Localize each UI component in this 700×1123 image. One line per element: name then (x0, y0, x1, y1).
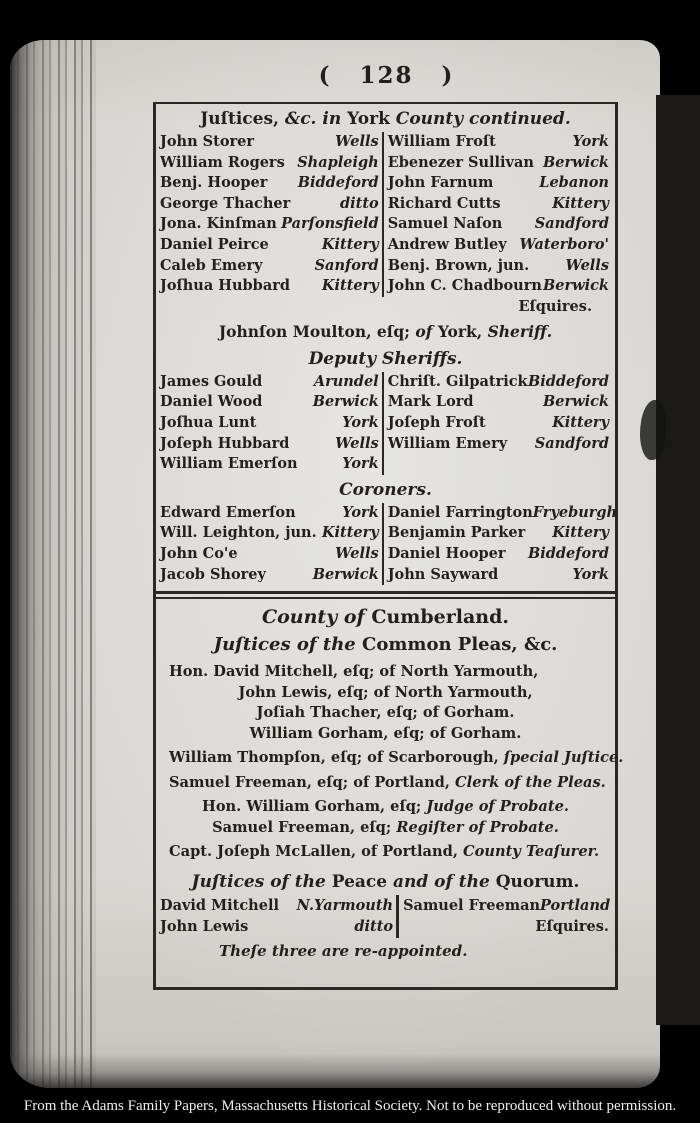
title-part: and of the (393, 871, 496, 892)
deputy-row (160, 454, 379, 475)
coroners-right-column (384, 503, 618, 585)
person-name: Andrew Butley (387, 235, 507, 253)
person-town: York (342, 503, 379, 521)
title-part: Quorum. (495, 871, 580, 892)
page-number: ( 128 ) (318, 62, 455, 89)
person-name: Joſeph Hubbard (160, 434, 290, 452)
esquires-note: Eſquires. (535, 918, 609, 936)
common-pleas-title (159, 631, 612, 658)
coroner-row (160, 565, 379, 586)
coroner-row (387, 503, 618, 524)
justice-row (388, 173, 609, 194)
person-name: Samuel Freeman (403, 896, 541, 914)
page-edge-texture-right (656, 95, 700, 1025)
line-office: County Teaſurer. (463, 843, 600, 861)
line-plain: Hon. David Mitchell, eſq; of North Yarmouth, (169, 663, 539, 681)
justice-row (388, 256, 609, 277)
deputy-row (388, 413, 609, 434)
title-part: York (347, 109, 396, 129)
justice-row (388, 235, 609, 256)
person-name: Benj. Brown, jun. (387, 256, 530, 274)
title-part: County of (262, 606, 372, 629)
person-name: John Lewis (160, 918, 249, 936)
coroner-row (388, 565, 609, 586)
deputy-sheriffs-title: Deputy Sheriffs. (308, 348, 463, 369)
coroner-row (160, 523, 379, 544)
peace-row (160, 916, 393, 938)
line-plain: Samuel Freeman, eſq; of Portland, (169, 773, 456, 791)
cumberland-county-title (159, 603, 612, 631)
coroners-table (159, 503, 618, 585)
person-name: Benj. Hooper (160, 174, 268, 192)
section-divider-rule (156, 591, 615, 599)
deputy-sheriffs-table (159, 372, 612, 475)
person-name: Edward Emerſon (160, 503, 296, 521)
person-name: John Farnum (387, 174, 494, 192)
peace-row (160, 895, 393, 917)
person-town: Biddeford (528, 372, 609, 390)
sheriff-line (159, 320, 612, 344)
person-name: John Sayward (387, 565, 499, 583)
person-name: David Mitchell (160, 896, 279, 914)
peace-row (403, 916, 609, 938)
person-town: Biddeford (528, 544, 609, 562)
justice-line (159, 818, 612, 839)
person-town: Wells (335, 544, 379, 562)
york-justices-title (159, 106, 612, 132)
coroners-title: Coroners. (339, 479, 432, 500)
person-town: Berwick (542, 153, 609, 171)
person-name: Daniel Peirce (160, 235, 269, 253)
justice-row (160, 276, 379, 297)
coroner-row (388, 523, 609, 544)
deputy-row (160, 372, 379, 393)
person-name: James Gould (160, 372, 263, 390)
deputy-row (388, 434, 609, 455)
deputy-left-column (159, 372, 384, 475)
esquires-note: Eſquires. (518, 297, 592, 315)
line-office: Regiſter of Probate. (396, 818, 559, 836)
justice-line (159, 683, 612, 704)
coroners-left-column (159, 503, 384, 585)
sheriff-part: York, (437, 321, 488, 341)
person-town: Kittery (552, 413, 609, 431)
deputy-row (160, 392, 379, 413)
person-town: Lebanon (539, 174, 609, 192)
line-office: Judge of Probate. (426, 798, 569, 816)
person-town: Kittery (321, 524, 379, 542)
title-part: Common Pleas, &c. (362, 634, 558, 656)
justice-row (388, 214, 609, 235)
person-town: York (342, 455, 379, 473)
coroner-row (160, 503, 379, 524)
person-name: John Storer (160, 133, 255, 150)
title-part: Peace (331, 871, 393, 892)
person-town: Parſonsfield (281, 215, 379, 233)
title-part: Juſtices, (200, 109, 285, 129)
person-name: George Thacher (160, 194, 291, 212)
title-part: County continued. (395, 109, 571, 129)
person-name: William Emery (387, 434, 508, 452)
line-plain: William Gorham, eſq; of Gorham. (249, 724, 522, 742)
line-plain: William Thompſon, eſq; of Scarborough, (169, 749, 504, 767)
sheriff-part: Johnſon Moulton, eſq; (218, 321, 416, 341)
title-part: Juſtices of the (191, 871, 332, 892)
person-town: N.Yarmouth (296, 896, 394, 914)
justice-row (388, 276, 609, 297)
reappointed-footnote: Theſe three are re-appointed. (219, 941, 468, 960)
person-town: Berwick (542, 393, 609, 411)
person-town: Berwick (542, 277, 609, 295)
york-justices-table (159, 132, 612, 297)
line-office: ſpecial Juſtice. (503, 749, 624, 767)
justice-row (160, 194, 379, 215)
justice-row (160, 173, 379, 194)
justice-line (159, 703, 612, 724)
justice-row (160, 214, 379, 235)
person-town: Portland (540, 896, 611, 914)
coroner-row (388, 544, 609, 565)
sheriff-part: of (415, 321, 438, 341)
person-name: Daniel Farrington (387, 503, 533, 521)
sheriff-part: Sheriff. (487, 321, 553, 341)
line-plain: John Lewis, eſq; of North Yarmouth, (238, 683, 533, 701)
justice-line (159, 748, 624, 769)
person-name: John C. Chadbourn (387, 277, 542, 295)
person-town: York (342, 413, 379, 431)
person-town: York (572, 133, 609, 150)
justice-row (160, 256, 379, 277)
line-office: Clerk of the Pleas. (455, 773, 606, 791)
archive-caption-text: From the Adams Family Papers, Massachusetts Historical Society. Not to be reproduced without permission. (23, 1097, 677, 1114)
person-name: Daniel Hooper (387, 544, 506, 562)
person-name: Will. Leighton, jun. (160, 524, 317, 542)
justice-row (388, 194, 609, 215)
archive-caption-bar (0, 1089, 700, 1123)
person-town: ditto (339, 194, 379, 212)
line-plain: Joſiah Thacher, eſq; of Gorham. (256, 704, 515, 722)
person-name: Ebenezer Sullivan (387, 153, 534, 171)
peace-quorum-title (159, 869, 612, 895)
justice-row (160, 235, 379, 256)
person-name: Jacob Shorey (160, 565, 266, 583)
person-town: Sanford (314, 256, 379, 274)
person-name: William Rogers (160, 153, 285, 171)
line-plain: Samuel Freeman, eſq; (212, 818, 397, 836)
printed-table-frame (153, 102, 624, 990)
coroner-row (160, 544, 379, 565)
person-name: Joſhua Lunt (160, 413, 257, 431)
line-plain: Hon. William Gorham, eſq; (202, 798, 427, 816)
justice-line (159, 773, 612, 794)
person-town: Wells (335, 434, 379, 452)
person-name: William Emerſon (160, 455, 298, 473)
justice-row (388, 153, 609, 174)
person-town: Kittery (552, 524, 609, 542)
justice-line (159, 724, 612, 745)
person-town: Kittery (552, 194, 609, 212)
page-edge-texture-left (10, 40, 96, 1088)
person-town: Kittery (321, 277, 379, 295)
justice-line (159, 662, 612, 683)
person-name: Benjamin Parker (387, 524, 526, 542)
person-town: Sandford (534, 215, 609, 233)
person-town: Sandford (534, 434, 609, 452)
line-plain: Capt. Joſeph McLallen, of Portland, (169, 843, 463, 861)
person-town: Biddeford (297, 174, 379, 192)
peace-left-column (159, 895, 399, 938)
deputy-row (160, 413, 379, 434)
person-name: Caleb Emery (160, 256, 263, 274)
person-town: Waterboro' (519, 235, 609, 253)
justice-line (159, 797, 612, 818)
person-town: ditto (354, 918, 394, 936)
deputy-right-column (384, 372, 612, 454)
person-town: Wells (565, 256, 609, 274)
page-edge-texture-bottom (10, 1054, 660, 1088)
deputy-row (388, 372, 609, 393)
title-part: Cumberland. (371, 606, 509, 629)
person-name: Richard Cutts (387, 194, 501, 212)
person-town: Arundel (313, 372, 379, 390)
person-town: Shapleigh (297, 153, 379, 171)
york-left-column (159, 132, 384, 297)
justice-row (160, 153, 379, 174)
person-name: John Co'e (160, 544, 238, 562)
person-name: Jona. Kinſman (160, 215, 277, 233)
justice-row (388, 132, 609, 153)
person-name: William Froſt (387, 133, 496, 150)
york-right-column (384, 132, 612, 297)
peace-row (403, 895, 609, 917)
person-name: Mark Lord (387, 393, 474, 411)
person-name: Samuel Naſon (387, 215, 503, 233)
peace-right-column (399, 895, 612, 938)
cumberland-justices-list (159, 662, 624, 863)
person-town: Kittery (321, 235, 379, 253)
person-town: Wells (335, 133, 379, 150)
title-part: &c. in (284, 109, 348, 129)
peace-quorum-table (159, 895, 612, 938)
justice-line (159, 842, 612, 863)
person-name: Chriſt. Gilpatrick (387, 372, 528, 390)
person-town: Berwick (312, 393, 379, 411)
person-name: Daniel Wood (160, 393, 263, 411)
deputy-row (388, 392, 609, 413)
person-name: Joſhua Hubbard (160, 277, 290, 295)
person-town: Fryeburgh (532, 503, 618, 521)
deputy-row (160, 434, 379, 455)
person-name: Joſeph Froſt (387, 413, 486, 431)
person-town: York (572, 565, 609, 583)
person-town: Berwick (312, 565, 379, 583)
title-part: Juſtices of the (213, 634, 363, 656)
justice-row (160, 132, 379, 153)
